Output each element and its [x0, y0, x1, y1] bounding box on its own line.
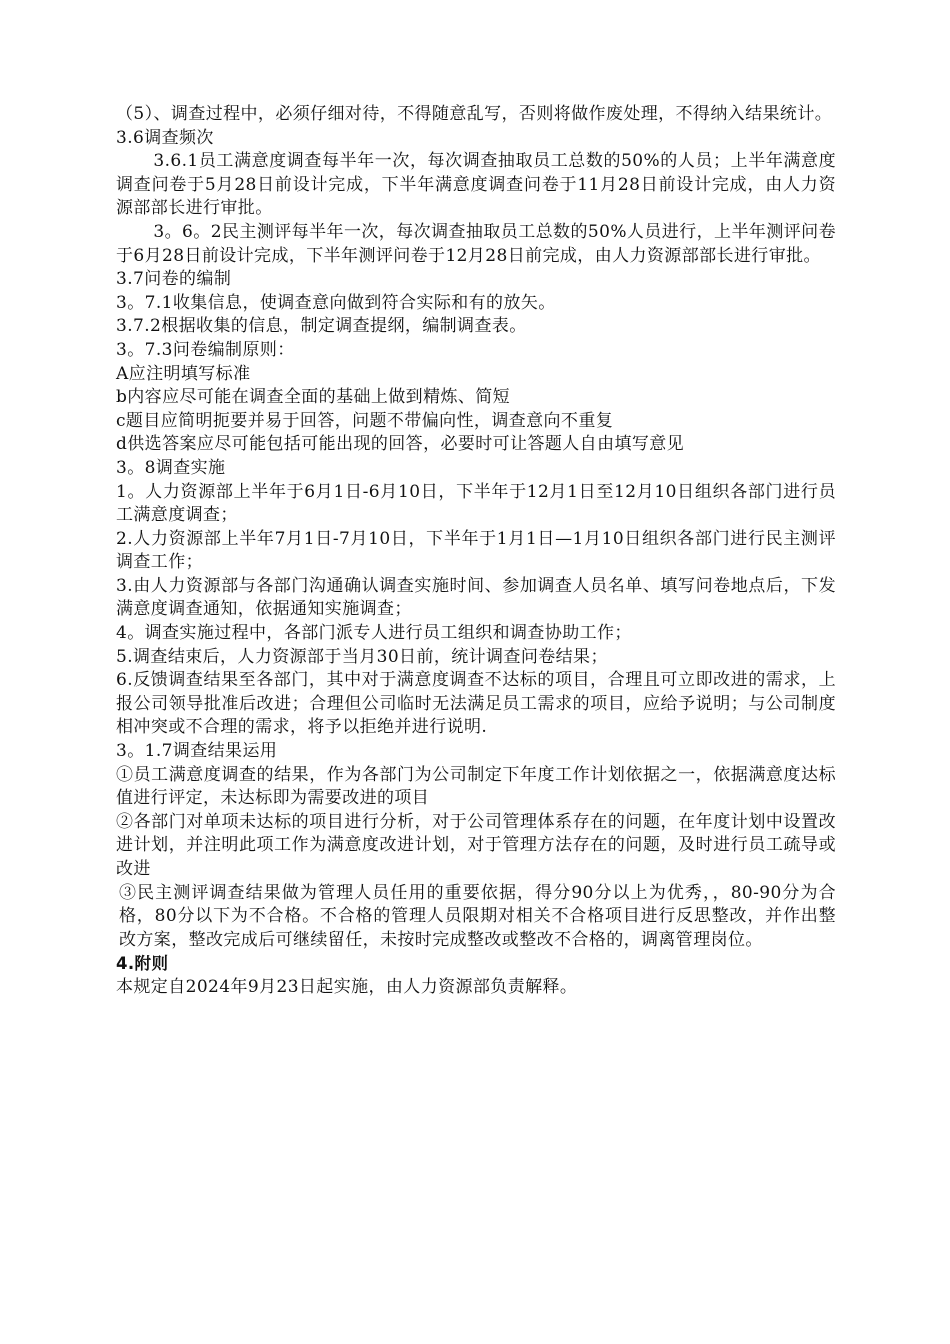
results-usage-2: ②各部门对单项未达标的项目进行分析，对于公司管理体系存在的问题，在年度计划中设置改进计划，并注明此项工作为满意度改进计划，对于管理方法存在的问题，及时进行员工疏导或改进: [116, 811, 836, 879]
results-usage-1: ①员工满意度调查的结果，作为各部门为公司制定下年度工作计划依据之一，依据满意度达标值进行评定，未达标即为需要改进的项目: [116, 764, 836, 809]
implementation-step-2: 2.人力资源部上半年7月1日-7月10日，下半年于1月1日—1月10日组织各部门进行民主测评调查工作；: [116, 528, 836, 573]
heading-survey-implementation: 3。8调查实施: [116, 457, 226, 478]
implementation-step-3: 3.由人力资源部与各部门沟通确认调查实施时间、参加调查人员名单、填写问卷地点后，下发满意度调查通知，依据通知实施调查；: [116, 575, 836, 620]
paragraph-collect-info: 3。7.1收集信息，使调查意向做到符合实际和有的放矢。: [116, 292, 556, 313]
implementation-step-5: 5.调查结束后，人力资源部于当月30日前，统计调查问卷结果；: [116, 646, 608, 667]
implementation-step-1: 1。人力资源部上半年于6月1日-6月10日，下半年于12月1日至12月10日组织各部门进行员工满意度调查；: [116, 481, 836, 526]
heading-supplementary: 4.附则: [116, 954, 169, 974]
heading-design-principles: 3。7.3问卷编制原则：: [116, 339, 295, 360]
document-page: [116, 103, 836, 1000]
paragraph-outline: 3.7.2根据收集的信息，制定调查提纲，编制调查表。: [116, 316, 527, 337]
paragraph-invalid-handling: （5）、调查过程中，必须仔细对待，不得随意乱写，否则将做作废处理，不得纳入结果统计。: [116, 104, 833, 124]
implementation-step-6: 6.反馈调查结果至各部门，其中对于满意度调查不达标的项目，合理且可立即改进的需求，上报公司领导批准后改进；合理但公司临时无法满足员工需求的项目，应给予说明；与公司制度相冲突或不合理的需求，将予以拒绝并进行说明.: [116, 670, 836, 738]
heading-survey-frequency: 3.6调查频次: [116, 127, 214, 148]
implementation-step-4: 4。调查实施过程中，各部门派专人进行员工组织和调查协助工作；: [116, 623, 632, 644]
principle-a: A应注明填写标准: [116, 363, 251, 384]
principle-d: d供选答案应尽可能包括可能出现的回答，必要时可让答题人自由填写意见: [116, 434, 685, 455]
paragraph-evaluation-frequency: 3。6。2民主测评每半年一次，每次调查抽取员工总数的50%人员进行，上半年测评问卷于6月28日前设计完成，下半年测评问卷于12月28日前完成，由人力资源部部长进行审批。: [116, 221, 836, 266]
principle-c: c题目应简明扼要并易于回答，问题不带偏向性，调查意向不重复: [116, 410, 614, 431]
principle-b: b内容应尽可能在调查全面的基础上做到精炼、简短: [116, 387, 511, 408]
paragraph-satisfaction-frequency: 3.6.1员工满意度调查每半年一次，每次调查抽取员工总数的50%的人员；上半年满意度调查问卷于5月28日前设计完成，下半年满意度调查问卷于11月28日前设计完成，由人力资源部部长进行审批。: [116, 151, 836, 219]
heading-questionnaire-design: 3.7问卷的编制: [116, 269, 232, 290]
paragraph-effective-date: 本规定自2024年9月23日起实施，由人力资源部负责解释。: [116, 976, 578, 997]
heading-results-usage: 3。1.7调查结果运用: [116, 741, 278, 762]
results-usage-3: ③民主测评调查结果做为管理人员任用的重要依据，得分90分以上为优秀，，80-90分为合格，80分以下为不合格。不合格的管理人员限期对相关不合格项目进行反思整改，并作出整改方案，整改完成后可继续留任，未按时完成整改或整改不合格的，调离管理岗位。: [119, 882, 836, 950]
